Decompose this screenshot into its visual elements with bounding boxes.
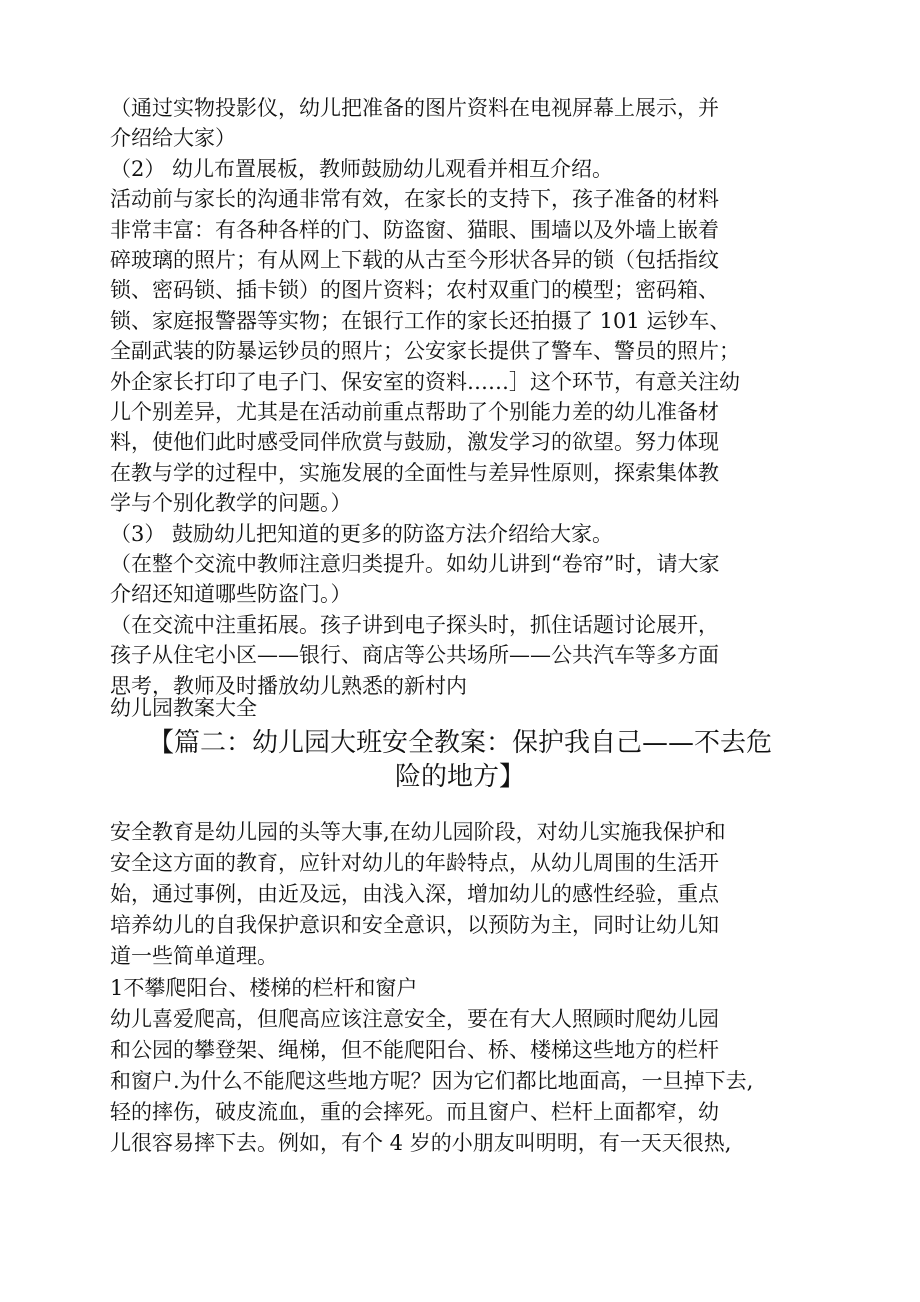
section-heading-line1: 【篇二：幼儿园大班安全教案：保护我自己——不去危: [147, 728, 772, 758]
text-line: 和窗户.为什么不能爬这些地方呢？因为它们都比地面高，一旦掉下去,: [110, 1068, 754, 1093]
text-line: （在整个交流中教师注意归类提升。如幼儿讲到“卷帘”时，请大家: [110, 552, 720, 576]
section-heading-line2: 险的地方】: [394, 762, 525, 792]
text-line: 外企家长打印了电子门、保安室的资料……］这个环节，有意关注幼: [110, 369, 740, 394]
text-line: 始，通过事例，由近及远，由浅入深，增加幼儿的感性经验，重点: [110, 882, 719, 907]
text-line: 轻的摔伤，破皮流血，重的会摔死。而且窗户、栏杆上面都窄，幼: [110, 1099, 719, 1124]
text-line: 介绍还知道哪些防盗门。）: [110, 582, 352, 607]
text-line: 思考，教师及时播放幼儿熟悉的新村内: [110, 673, 467, 698]
section-label: 幼儿园教案大全: [110, 696, 257, 720]
text-line: 锁、密码锁、插卡锁）的图片资料；农村双重门的模型；密码箱、: [110, 278, 719, 303]
text-line: （通过实物投影仪，幼儿把准备的图片资料在电视屏幕上展示，并: [110, 96, 719, 120]
text-line: 道一些简单道理。: [110, 944, 278, 969]
text-line: 全副武装的防暴运钞员的照片；公安家长提供了警车、警员的照片；: [110, 339, 740, 364]
text-line: 和公园的攀登架、绳梯，但不能爬阳台、桥、楼梯这些地方的栏杆: [110, 1037, 719, 1062]
text-line: （2） 幼儿布置展板，教师鼓励幼儿观看并相互介绍。: [110, 156, 614, 181]
text-line: （在交流中注重拓展。孩子讲到电子探头时，抓住话题讨论展开，: [110, 612, 719, 637]
text-line: 培养幼儿的自我保护意识和安全意识，以预防为主，同时让幼儿知: [110, 913, 719, 938]
text-line: 1不攀爬阳台、楼梯的栏杆和窗户: [110, 975, 418, 1000]
text-line: （3） 鼓励幼儿把知道的更多的防盗方法介绍给大家。: [110, 521, 614, 546]
text-line: 活动前与家长的沟通非常有效，在家长的支持下，孩子准备的材料: [110, 187, 719, 212]
text-line: 孩子从住宅小区——银行、商店等公共场所——公共汽车等多方面: [110, 643, 719, 668]
text-line: 在教与学的过程中，实施发展的全面性与差异性原则，探索集体教: [110, 460, 719, 485]
text-line: 幼儿喜爱爬高，但爬高应该注意安全，要在有大人照顾时爬幼儿园: [110, 1006, 719, 1031]
text-line: 碎玻璃的照片；有从网上下载的从古至今形状各异的锁（包括指纹: [110, 248, 719, 272]
text-line: 介绍给大家）: [110, 126, 236, 151]
text-line: 非常丰富：有各种各样的门、防盗窗、猫眼、围墙以及外墙上嵌着: [110, 217, 719, 242]
text-line: 安全教育是幼儿园的头等大事,在幼儿园阶段，对幼儿实施我保护和: [110, 820, 726, 844]
text-line: 学与个别化教学的问题。）: [110, 491, 352, 516]
text-line: 安全这方面的教育，应针对幼儿的年龄特点，从幼儿周围的生活开: [110, 851, 719, 876]
text-line: 儿很容易摔下去。例如，有个 4 岁的小朋友叫明明，有一天天很热,: [110, 1131, 732, 1155]
text-line: 料，使他们此时感受同伴欣赏与鼓励，激发学习的欲望。努力体现: [110, 430, 719, 455]
text-line: 儿个别差异，尤其是在活动前重点帮助了个别能力差的幼儿准备材: [110, 400, 719, 424]
text-line: 锁、家庭报警器等实物；在银行工作的家长还拍摄了 101 运钞车、: [110, 308, 731, 333]
